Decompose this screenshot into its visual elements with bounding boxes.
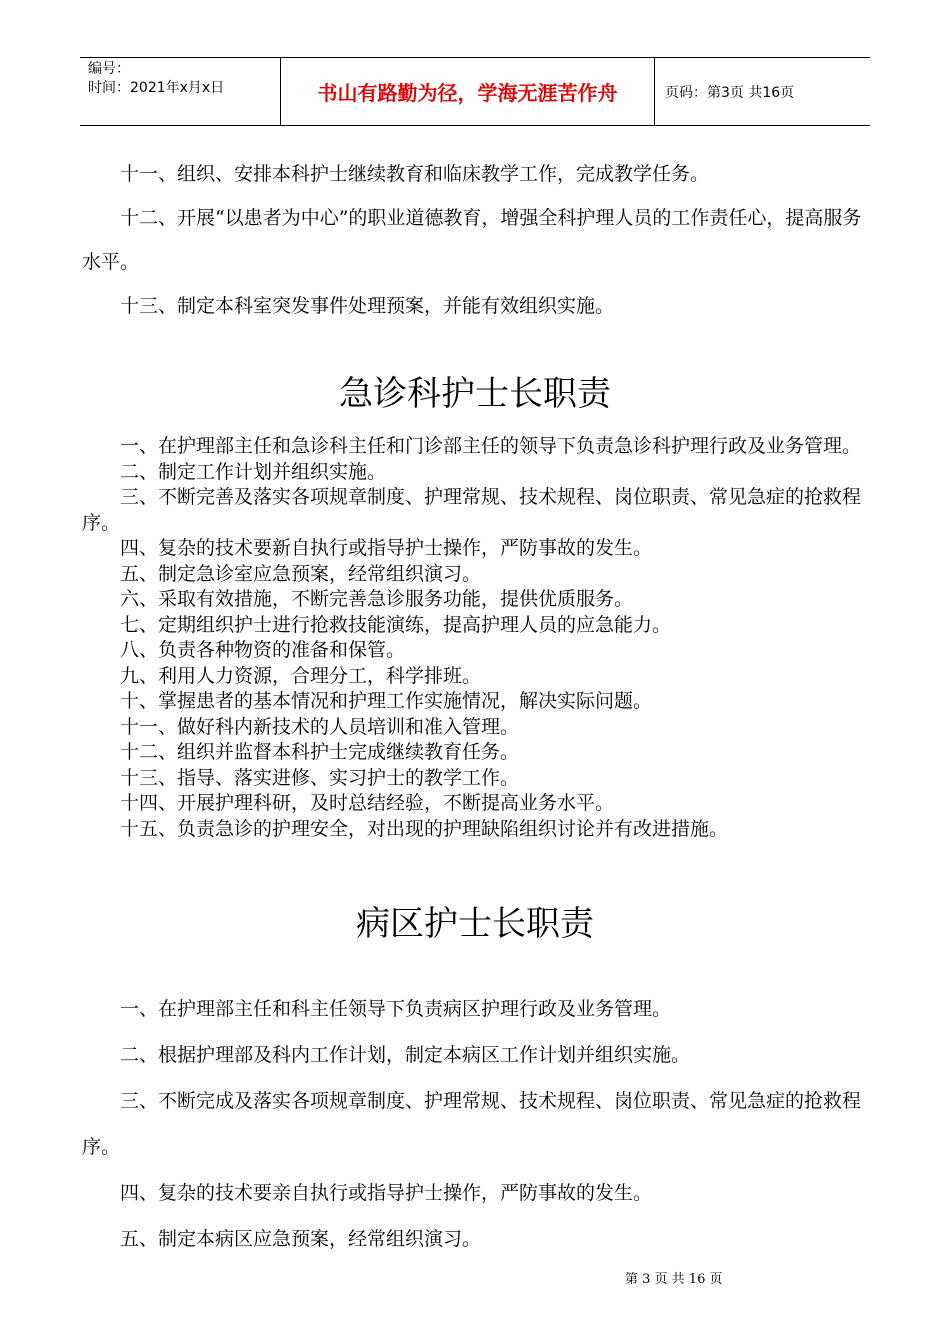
document-time-label: 时间：2021年x月x日 (88, 80, 225, 96)
section-continuation (82, 152, 868, 328)
paragraph: 十三、制定本科室突发事件处理预案，并能有效组织实施。 (120, 295, 615, 317)
duty-item: 一、在护理部主任和急诊科主任和门诊部主任的领导下负责急诊科护理行政及业务管理。 (120, 435, 862, 457)
duty-item: 五、制定本病区应急预案，经常组织演习。 (120, 1228, 482, 1250)
duty-item: 七、定期组织护士进行抢救技能演练，提高护理人员的应急能力。 (120, 613, 672, 636)
footer-page-number: 第 3 页 共 16 页 (625, 1272, 723, 1287)
duty-item: 五、制定急诊室应急预案，经常组织演习。 (120, 562, 482, 585)
paragraph: 十一、组织、安排本科护士继续教育和临床教学工作，完成教学任务。 (120, 163, 710, 185)
section-title-emergency: 急诊科护士长职责 (339, 374, 611, 414)
header-page-info: 页码：第3页 共16页 (665, 84, 795, 101)
duty-item: 二、制定工作计划并组织实施。 (120, 460, 387, 483)
duty-item: 一、在护理部主任和科主任领导下负责病区护理行政及业务管理。 (120, 998, 672, 1020)
duty-item: 八、负责各种物资的准备和保管。 (120, 639, 406, 661)
duty-item: 三、不断完成及落实各项规章制度、护理常规、技术规程、岗位职责、常见急症的抢救程序。 (82, 1090, 862, 1158)
duty-item: 十一、做好科内新技术的人员培训和准入管理。 (120, 715, 520, 738)
duty-item: 四、复杂的技术要亲自执行或指导护士操作，严防事故的发生。 (120, 1182, 653, 1204)
page-header (80, 57, 870, 126)
duty-item: 十三、指导、落实进修、实习护士的教学工作。 (120, 766, 520, 789)
section-title-ward: 病区护士长职责 (356, 904, 594, 944)
header-meta (80, 58, 281, 125)
duty-item: 十二、组织并监督本科护士完成继续教育任务。 (120, 741, 520, 763)
duty-item: 十四、开展护理科研，及时总结经验，不断提高业务水平。 (120, 792, 615, 814)
duty-item: 六、采取有效措施，不断完善急诊服务功能，提供优质服务。 (120, 588, 634, 610)
duty-item: 十五、负责急诊的护理安全，对出现的护理缺陷组织讨论并有改进措施。 (120, 817, 729, 840)
section-ward-duties (82, 986, 868, 1262)
duty-item: 十、掌握患者的基本情况和护理工作实施情况，解决实际问题。 (120, 690, 653, 712)
duty-item: 四、复杂的技术要新自执行或指导护士操作，严防事故的发生。 (120, 537, 653, 559)
header-motto: 书山有路勤为径，学海无涯苦作舟 (281, 58, 655, 125)
document-number-label: 编号： (88, 61, 130, 77)
section-emergency-duties (82, 434, 868, 842)
duty-item: 二、根据护理部及科内工作计划，制定本病区工作计划并组织实施。 (120, 1044, 691, 1066)
duty-item: 九、利用人力资源，合理分工，科学排班。 (120, 664, 482, 687)
duty-item: 三、不断完善及落实各项规章制度、护理常规、技术规程、岗位职责、常见急症的抢救程序。 (82, 486, 862, 534)
paragraph: 十二、开展“以患者为中心”的职业道德教育，增强全科护理人员的工作责任心，提高服务水平。 (82, 207, 862, 273)
